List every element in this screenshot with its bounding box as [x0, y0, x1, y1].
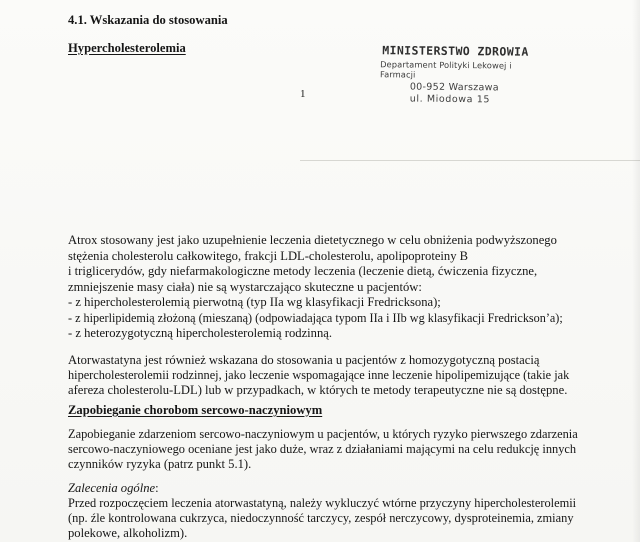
stamp-line-4: ul. Miodowa 15 — [409, 93, 491, 106]
general-recommendations-label — [68, 480, 159, 496]
para1-line: Atrox stosowany jest jako uzupełnienie leczenia dietetycznego w celu obniżenia podwyższonego — [68, 233, 557, 247]
general-label-colon: : — [155, 481, 159, 495]
para1-line: - z hiperlipidemią złożoną (mieszaną) (odpowiadająca typom IIa i IIb wg klasyfikacji Fredrickson’a); — [68, 310, 563, 325]
ministry-stamp — [372, 43, 543, 106]
para2-line: afereza cholesterolu-LDL) lub w przypadkach, w których te metody terapeutyczne nie są dostępne. — [68, 383, 568, 397]
stamp-line-1: MINISTERSTWO ZDROWIA — [382, 43, 529, 59]
page-number: 1 — [300, 88, 306, 100]
para4-line: Przed rozpoczęciem leczenia atorwastatyną, należy wykluczyć wtórne przyczyny hipercholesterolemii — [68, 496, 577, 510]
scan-shadow — [632, 0, 640, 542]
para3-line: Zapobieganie zdarzeniom sercowo-naczyniowym u pacjentów, u których ryzyko pierwszego zdarzenia — [68, 427, 578, 441]
subheading-cardiovascular-prevention: Zapobieganie chorobom sercowo-naczyniowym — [68, 403, 323, 417]
para2-line: Atorwastatyna jest również wskazana do stosowania u pacjentów z homozygotyczną postacią — [68, 353, 540, 367]
para1-line: i triglicerydów, gdy niefarmakologiczne metody leczenia (leczenie dietą, ćwiczenia fizyczne, — [68, 264, 538, 278]
general-label-text: Zalecenia ogólne — [68, 481, 156, 495]
para3-line: sercowo-naczyniowego oceniane jest jako duże, wraz z działaniami mającymi na celu redukcję innych — [68, 442, 577, 456]
section-heading: 4.1. Wskazania do stosowania — [68, 13, 228, 27]
para1-line: - z heterozygotyczną hipercholesterolemią rodzinną. — [68, 326, 332, 340]
para1-line: - z hipercholesterolemią pierwotną (typ IIa wg klasyfikacji Fredricksona); — [68, 295, 441, 309]
para1-line: zmniejszenie masy ciała) nie są wystarczająco skuteczne u pacjentów: — [68, 279, 422, 294]
fold-line — [300, 160, 640, 161]
stamp-line-2: Departament Polityki Lekowej i Farmacji — [379, 59, 512, 80]
para2-line: hipercholesterolemii rodzinnej, jako leczenie wspomagające inne leczenie hipolipemizujące (takie jak — [68, 368, 570, 382]
para1-line: stężenia cholesterolu całkowitego, frakcji LDL-cholesterolu, apolipoproteiny B — [68, 248, 469, 263]
subheading-hypercholesterolemia: Hypercholesterolemia — [68, 41, 186, 55]
para3-line: czynników ryzyka (patrz punkt 5.1). — [68, 457, 252, 471]
stamp-line-3: 00-952 Warszawa — [409, 81, 499, 94]
para4-line: (np. źle kontrolowana cukrzyca, niedoczynność tarczycy, zespół nerczycowy, dysproteinemia, zmiany — [68, 511, 574, 525]
para4-line: polekowe, alkoholizm). — [68, 526, 188, 540]
